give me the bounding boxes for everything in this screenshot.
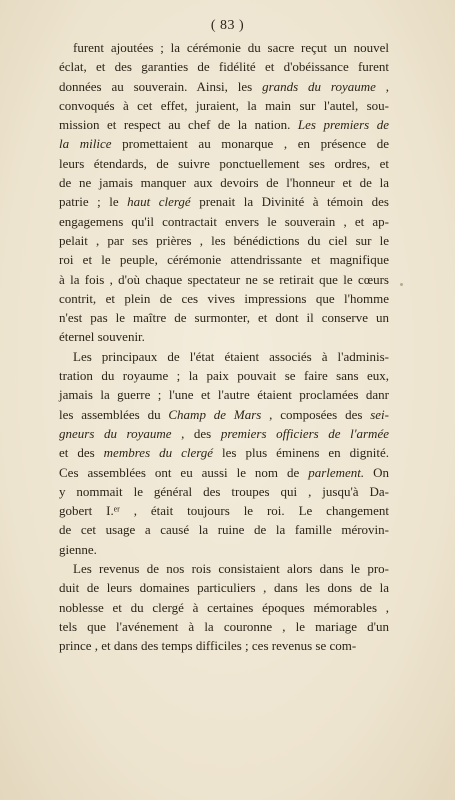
- text-line: [59, 212, 389, 231]
- text-segment: les plus éminens en dignité.: [213, 445, 390, 461]
- text-segment: éternel souvenir.: [59, 329, 145, 345]
- text-segment: éclat, et des garanties de fidélité et d'obéissance furent: [59, 59, 389, 75]
- text-segment: noblesse et du clergé à certaines époques mémorables ,: [59, 599, 389, 615]
- text-line: [59, 270, 389, 289]
- text-segment: engagemens qu'il contractait envers le souverain , et ap-: [59, 213, 389, 229]
- text-segment: Les revenus de nos rois consistaient alors dans le pro-: [73, 561, 389, 577]
- text-segment: tration du royaume ; la paix pouvait se faire sans eux,: [59, 368, 389, 384]
- paragraph: [59, 38, 389, 347]
- text-line: [59, 289, 389, 308]
- text-segment: à la fois , d'où chaque spectateur ne se retirait que le cœurs: [59, 271, 389, 287]
- text-line: [59, 366, 389, 385]
- paragraph: [59, 347, 389, 559]
- text-line: [59, 636, 389, 655]
- italic-phrase: Champ de Mars: [168, 406, 262, 422]
- text-segment: leurs étendards, de suivre ponctuellement ses ordres, et: [59, 155, 389, 171]
- text-segment: promettaient au monarque , en présence de: [111, 136, 389, 152]
- text-line: [59, 57, 389, 76]
- text-line: [59, 520, 389, 539]
- text-line: [59, 540, 389, 559]
- italic-phrase: sei-: [370, 406, 389, 422]
- text-segment: données au souverain. Ainsi, les: [59, 78, 263, 94]
- text-segment: gobert I.ᵉʳ , était toujours le roi. Le changement: [59, 503, 389, 519]
- text-segment: patrie ; le: [59, 194, 128, 210]
- text-line: [59, 598, 389, 617]
- text-segment: Les principaux de l'état étaient associés à l'adminis-: [73, 348, 389, 364]
- text-segment: prince , et dans des temps difficiles ; ces revenus se com-: [59, 638, 357, 654]
- text-line: [59, 134, 389, 153]
- text-segment: les assemblées du: [59, 406, 169, 422]
- text-line: [59, 231, 389, 250]
- paragraph: [59, 559, 389, 655]
- text-line: [59, 347, 389, 366]
- text-line: [59, 482, 389, 501]
- text-line: [59, 559, 389, 578]
- text-segment: Ces assemblées ont eu aussi le nom de: [59, 464, 309, 480]
- text-line: [59, 385, 389, 404]
- text-segment: gienne.: [59, 541, 97, 557]
- body-text: [59, 38, 389, 656]
- text-segment: de cet usage a causé la ruine de la famille mérovin-: [59, 522, 389, 538]
- paper-speck: [400, 283, 403, 286]
- text-line: [59, 327, 389, 346]
- text-segment: roi et le peuple, cérémonie attendrissante et magnifique: [59, 252, 389, 268]
- text-line: [59, 308, 389, 327]
- text-segment: mission et respect au chef de la nation.: [59, 117, 298, 133]
- text-segment: convoqués à cet effet, juraient, la main sur l'autel, sou-: [59, 97, 389, 113]
- text-segment: ,: [375, 78, 389, 94]
- text-segment: n'est pas le maître de surmonter, et dont il conserve un: [59, 310, 389, 326]
- italic-phrase: Les premiers de: [297, 117, 389, 133]
- text-segment: et des: [59, 445, 104, 461]
- italic-phrase: membres du clergé: [103, 445, 214, 461]
- text-segment: , composées des: [261, 406, 371, 422]
- text-segment: de ne jamais manquer aux devoirs de l'honneur et de la: [59, 175, 389, 191]
- text-line: [59, 463, 389, 482]
- text-line: [59, 154, 389, 173]
- text-segment: tels que l'avénement à la couronne , le mariage d'un: [59, 618, 389, 634]
- italic-phrase: la milice: [59, 136, 112, 152]
- text-segment: y nommait le général des troupes qui , jusqu'à Da-: [59, 483, 389, 499]
- text-line: [59, 115, 389, 134]
- italic-phrase: gneurs du royaume: [59, 425, 172, 441]
- text-line: [59, 173, 389, 192]
- page-number: ( 83 ): [210, 18, 245, 33]
- text-line: [59, 250, 389, 269]
- text-line: [59, 77, 389, 96]
- text-segment: furent ajoutées ; la cérémonie du sacre reçut un nouvel: [73, 40, 389, 55]
- text-line: [59, 617, 389, 636]
- text-segment: prenait la Divinité à témoin des: [190, 194, 389, 210]
- text-line: [59, 192, 389, 211]
- italic-phrase: grands du royaume: [262, 78, 376, 94]
- text-line: [59, 405, 389, 424]
- italic-phrase: premiers officiers de l'armée: [220, 425, 389, 441]
- text-line: [59, 578, 389, 597]
- text-segment: On: [364, 464, 389, 480]
- text-segment: duit de leurs domaines particuliers , dans les dons de la: [59, 580, 389, 596]
- text-line: [59, 443, 389, 462]
- text-line: [59, 424, 389, 443]
- text-segment: , des: [171, 425, 221, 441]
- text-line: [59, 96, 389, 115]
- text-segment: pelait , par ses prières , les bénédictions du ciel sur le: [59, 232, 389, 248]
- text-segment: contrit, et plein de ces vives impressions que l'homme: [59, 290, 389, 306]
- text-line: [59, 38, 389, 57]
- italic-phrase: parlement.: [308, 464, 365, 480]
- text-line: [59, 501, 389, 520]
- italic-phrase: haut clergé: [127, 194, 191, 210]
- text-segment: jamais la guerre ; l'une et l'autre étaient proclamées danr: [59, 387, 389, 403]
